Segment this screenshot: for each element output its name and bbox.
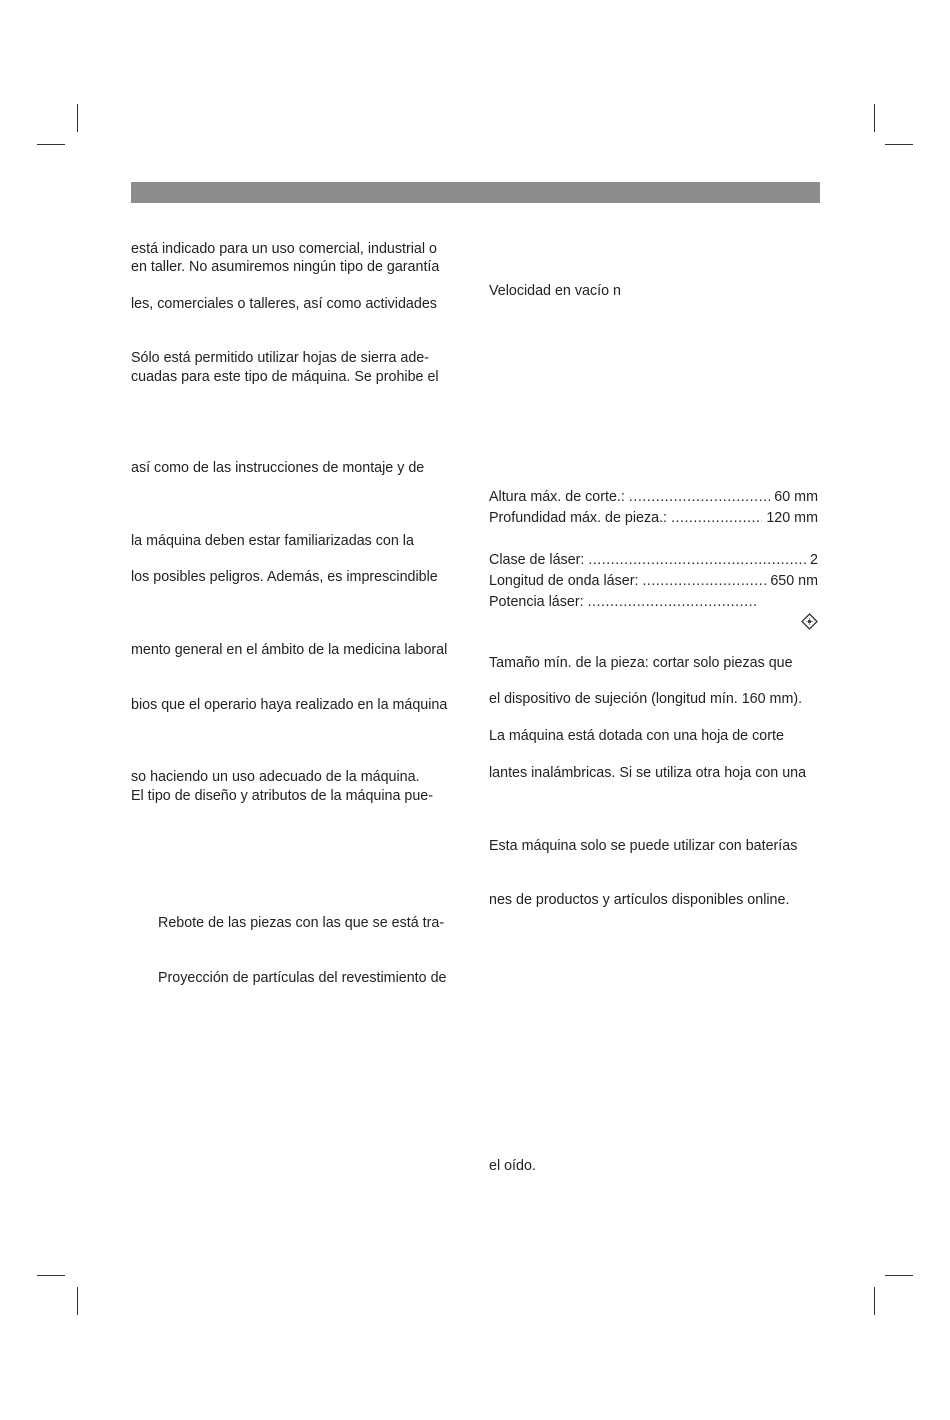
spec-row-max-workpiece-depth [489,509,818,527]
left-text-line: está indicado para un uso comercial, industrial o [131,241,437,257]
left-text-line: mento general en el ámbito de la medicina laboral [131,642,448,658]
crop-mark-top-left-h [37,144,65,145]
left-text-line: los posibles peligros. Además, es imprescindible [131,569,438,585]
right-text-line: Tamaño mín. de la pieza: cortar solo piezas que [489,655,793,671]
left-text-line: Sólo está permitido utilizar hojas de sierra ade- [131,350,430,366]
left-indented-line: Rebote de las piezas con las que se está tra- [158,915,445,931]
spec-leader-dots [642,572,766,590]
spec-value: 60 mm [774,489,818,505]
right-text-line: nes de productos y artículos disponibles online. [489,892,790,908]
left-text-line: bios que el operario haya realizado en la máquina [131,697,448,713]
spec-value: 650 nm [770,573,818,589]
crop-mark-top-right-h [885,144,913,145]
left-text-line: la máquina deben estar familiarizadas con la [131,533,414,549]
spec-label: Clase de láser: [489,552,585,568]
spec-label: Profundidad máx. de pieza.: [489,510,668,526]
spec-label: Potencia láser: [489,594,584,610]
crop-mark-top-right-v [874,104,875,132]
right-text-line: el dispositivo de sujeción (longitud mín. 160 mm). [489,691,803,707]
crop-mark-bottom-right-h [885,1275,913,1276]
crop-mark-top-left-v [77,104,78,132]
crop-mark-bottom-left-v [77,1287,78,1315]
left-text-line: en taller. No asumiremos ningún tipo de garantía [131,259,440,275]
spec-leader-dots [588,593,757,611]
crop-mark-bottom-right-v [874,1287,875,1315]
spec-value: 2 [810,552,818,568]
laser-warning-icon [801,613,818,630]
right-text-line: lantes inalámbricas. Si se utiliza otra hoja con una [489,765,807,781]
section-header-bar [131,182,820,203]
spec-label: Altura máx. de corte.: [489,489,625,505]
speed-label: Velocidad en vacío n [489,283,621,299]
left-text-line: cuadas para este tipo de máquina. Se prohibe el [131,369,439,385]
spec-value: 120 mm [766,510,818,526]
left-text-line: les, comerciales o talleres, así como actividades [131,296,437,312]
spec-leader-dots [629,488,770,506]
right-text-line: el oído. [489,1158,536,1174]
spec-label: Longitud de onda láser: [489,573,639,589]
right-text-line: La máquina está dotada con una hoja de corte [489,728,784,744]
left-indented-line: Proyección de partículas del revestimiento de [158,970,447,986]
left-text-line: así como de las instrucciones de montaje y de [131,460,425,476]
right-text-line: Esta máquina solo se puede utilizar con baterías [489,838,798,854]
spec-leader-dots [671,509,762,527]
spec-row-laser-class [489,551,818,569]
crop-mark-bottom-left-h [37,1275,65,1276]
spec-row-laser-wavelength [489,572,818,590]
left-text-line: El tipo de diseño y atributos de la máquina pue- [131,788,434,804]
left-text-line: so haciendo un uso adecuado de la máquina. [131,769,420,785]
spec-row-max-cut-height [489,488,818,506]
spec-row-laser-power [489,593,761,611]
spec-leader-dots [588,551,806,569]
